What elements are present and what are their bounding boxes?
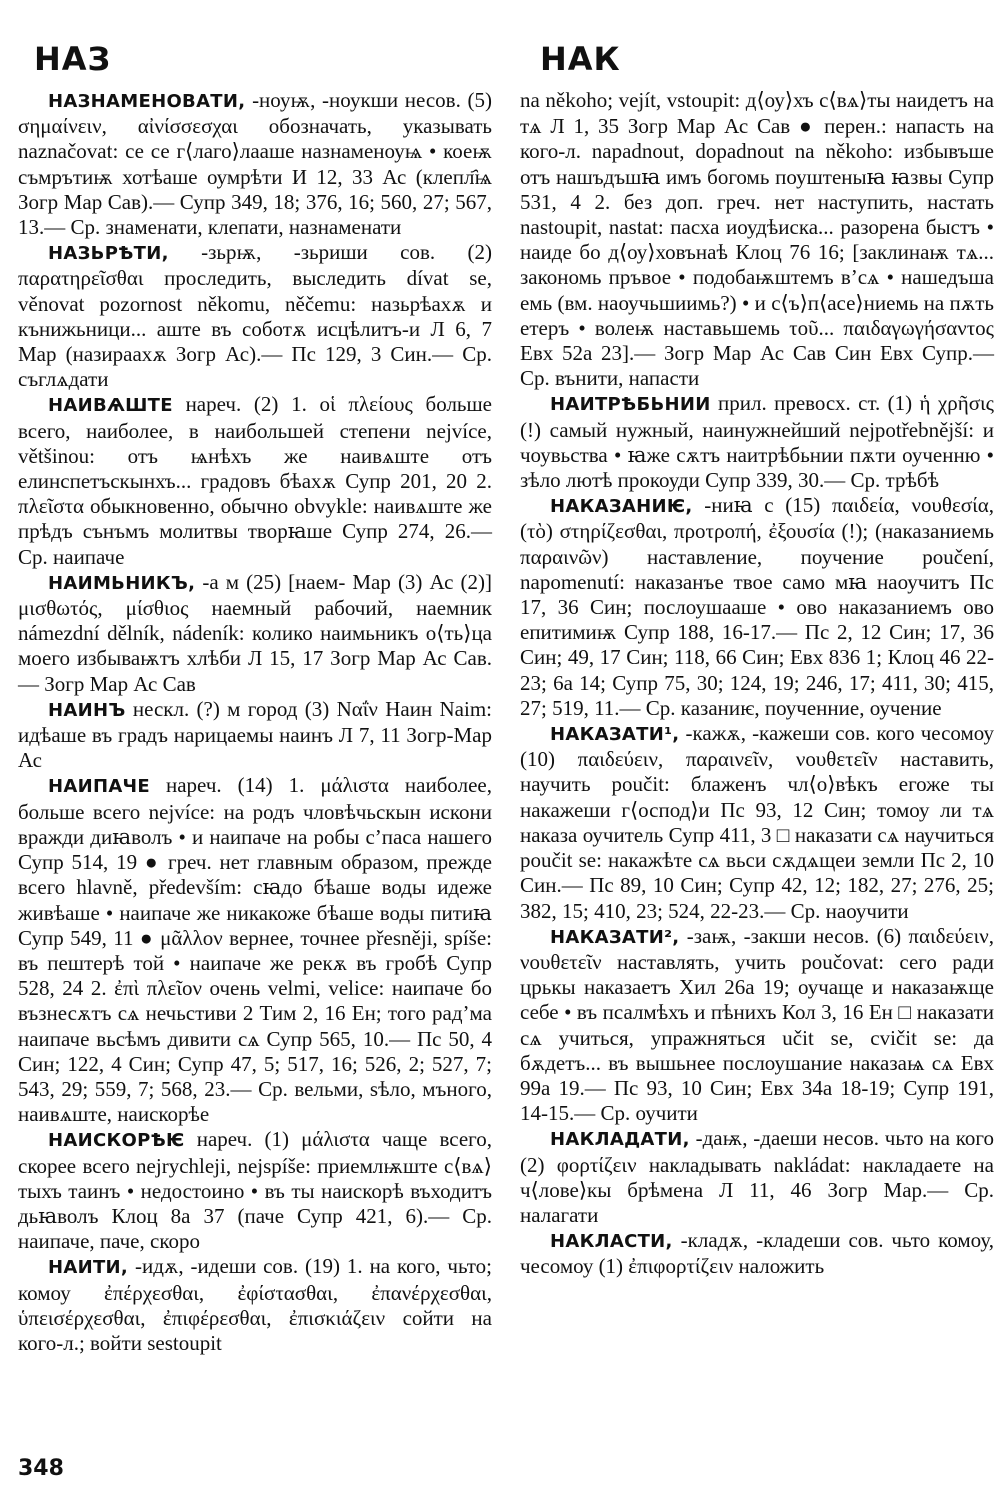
entry-headword: НАЗЬРѢТИ, xyxy=(48,243,169,265)
entry-continuation xyxy=(520,88,994,391)
left-column xyxy=(18,88,492,1356)
entry-body: -кладѫ, -кладеши сов. чьто комоу, чесомоу (1) ἐπιφορτίζειν наложить xyxy=(520,1228,995,1279)
entry-body: -заѭ, -закши несов. (6) παιδεύειν, νουθετεῖν наставлять, учить poučovat: сего ради црькы наказаетъ Хил 26а 19; оучаще и наказаѭще себе • въ псалмѣхъ и пѣнихъ Кол 3, 16 Ен □ наказати сѧ учиться, упражняться učit se, cvičit se: да бѫдетъ... въ вышьнее послоушание наказаѩ сѧ Евх 99а 19.— Пс 93, 10 Син; Евх 34а 18-19; Супр 191, 14-15.— Ср. оучити xyxy=(520,923,994,1126)
entry-headword: НАИСКОРѢѤ xyxy=(48,1130,185,1152)
page-number: 348 xyxy=(18,1456,64,1481)
entry xyxy=(520,721,994,924)
running-head-left: НАЗ xyxy=(34,40,112,78)
entry xyxy=(18,240,492,392)
entry-body: -зьрѭ, -зьриши сов. (2) παρατηρεῖσθαι проследить, выследить dívat se, věnovat pozornost někomu, něčemu: назьрѣахѫ и кънижьници... аште въ соботѫ исцѣлитъ-и Л 6, 7 Мар (назираахѫ Зогр Ас).— Пс 129, 3 Син.— Ср. съглѧдати xyxy=(18,240,492,392)
entry-headword: НАИНЪ xyxy=(48,699,126,721)
entry-headword: НАЗНАМЕНОВАТИ, xyxy=(48,91,246,112)
entry-headword: НАКЛАДАТИ, xyxy=(550,1129,690,1151)
right-column xyxy=(520,88,994,1280)
entry-body: прил. превосх. ст. (1) ἡ χρῆσις (!) самый нужный, наинужнейший nejpotřebnější: и чоувьства • ꙗже сѫтъ наитрѣбьнии пѫти оученню • зѣло лютѣ прокоуди Супр 339, 30.— Ср. трѣбѣ xyxy=(520,391,994,493)
entry xyxy=(18,697,492,774)
running-head-right: НАК xyxy=(540,40,621,78)
entry xyxy=(520,1126,994,1228)
entry-body: -а м (25) [наем- Мар (3) Ас (2)] μισθωτός, μίσθιος наемный рабочий, наемник námezdní dělník, nádeník: колико наимьникъ о⟨ть⟩ца моего избываѭтъ хлѣби Л 15, 17 Зогр Мар Ас Сав.— Зогр Мар Ас Сав xyxy=(18,569,493,696)
entry-body: -кажѫ, -кажеши сов. кого чесомоу (10) παιδεύειν, παραινεῖν, νουθετεῖν наставить, научить poučit: блаженъ чл⟨о⟩вѣкъ егоже ты накажеши г⟨оспод⟩и Пс 93, 12 Син; томоу ли тѧ наказа оучитель Супр 411, 3 □ наказати сѧ научиться poučit se: накажѣте сѧ вьси сѫдѧщеи земли Пс 2, 10 Син.— Пс 89, 10 Син; Супр 42, 12; 182, 27; 276, 25; 382, 15; 410, 23; 524, 22-23.— Ср. наоучити xyxy=(520,721,995,923)
entry-headword: НАИВѦШТЕ xyxy=(48,395,173,417)
entry-headword: НАИМЬНИКЪ, xyxy=(48,572,196,594)
entry-body: нареч. (1) μάλιστα чаще всего, скорее всего nejrychleji, nejspíše: приемлѭште с⟨вѧ⟩тыхъ таинъ • недостоино • въ ты наискорѣ въходитъ дьꙗволъ Клоц 8а 37 (паче Супр 421, 6).— Ср. наипаче, паче, скоро xyxy=(18,1127,492,1254)
entry-body: na někoho; vejít, vstoupit: д⟨оу⟩хъ с⟨вѧ⟩ты наидетъ на тѧ Л 1, 35 Зогр Мар Ас Сав ● перен.: напасть на кого-л. napadnout, dopadnout na někoho: избывъше отъ нашъдъшꙗ имъ богомь поуштеныꙗ ꙗзвы Супр 531, 4 2. без доп. греч. нет наступить, настать nastoupit, nastat: пасха иоудѣиска... разорена быстъ • наиде бо д⟨оу⟩ховънаѣ Клоц 76 16; [заклинаѭ тѧ... закономь пръвое • подобаѭштемъ в’сѧ • нашедъша емь (вм. наоучьшиимь?) • и с⟨ъ⟩п⟨асе⟩ниемь на пѫть етеръ • волеѭ наставьшемь τοῦ... παιδαγωγήσαντος Евх 52а 23].— Зогр Мар Ас Сав Син Евх Супр.— Ср. вънити, напасти xyxy=(520,88,994,391)
entry xyxy=(520,391,994,493)
entry-headword: НАИТРѢБЬНИИ xyxy=(550,394,711,416)
entry-body: нареч. (2) 1. οἱ πλείους больше всего, наиболее, в наибольшей степени nejvíce, většinou: отъ ѩнѣхъ же наивѧште отъ елинспетъскынхъ... градовъ бѣахѫ Супр 201, 20 2. πλεῖστα обыкновенно, обычно obvykle: наивѧште же прѣдъ сънъмъ молитвы творꙗше Супр 274, 26.— Ср. наипаче xyxy=(18,392,493,569)
entry-headword: НАКЛАСТИ, xyxy=(550,1231,673,1253)
entry xyxy=(18,392,492,569)
entry xyxy=(520,493,994,721)
entry xyxy=(18,773,492,1127)
entry xyxy=(520,1228,994,1279)
entry-body: -ниꙗ с (15) παιδεία, νουθεσία, (τὸ) στηρίζεσθαι, προτροπή, ἐξουσία (!); (наказаниемь παραινῶν) наставление, поучение poučení, napomenutí: наказанъе твое само мꙗ наоучитъ Пс 17, 36 Син; послоушааше • ово наказаниемъ ово епитимиѭ Супр 188, 16-17.— Пс 2, 12 Син; 17, 36 Син; 49, 17 Син; 118, 66 Син; Евх 836 1; Клоц 46 22-23; 6а 14; Супр 75, 30; 124, 19; 246, 17; 411, 30; 415, 27; 519, 11.— Ср. казаниѥ, поученние, оучение xyxy=(520,493,994,720)
entry-headword: НАИТИ, xyxy=(48,1257,129,1279)
entry-headword: НАКАЗАНИѤ, xyxy=(550,496,693,518)
entry xyxy=(520,924,994,1127)
entry-headword: НАИПАЧЕ xyxy=(48,776,150,798)
entry-body: -даѭ, -даеши несов. чьто на кого (2) φορτίζειν накладывать nakládat: накладаете на ч⟨лове⟩кы брѣмена Л 11, 46 Зогр Мар.— Ср. налагати xyxy=(520,1126,994,1227)
entry-body: нареч. (14) 1. μάλιστα наиболее, больше всего nejvíce: на родъ чловѣчьскын искони вражди диꙗволъ • и наипаче на робы с’паса нашего Супр 514, 19 ● греч. нет главным образом, прежде всего hlavně, především: сꙗдо бѣаше воды идеже живѣаше • наипаче же никакоже бѣаше воды питиꙗ Супр 549, 11 ● μᾶλλον вернее, точнее přesněji, spíše: въ пештерѣ той • наипаче же рекѫ въ гробѣ Супр 528, 24 2. ἐπὶ πλεῖον очень velmi, velice: наипаче бо възнесѫтъ сѧ нечьстиви 2 Тим 2, 16 Ен; того рад’ма наипаче вьсѣмъ дивити сѧ Супр 565, 10.— Пс 50, 4 Син; 122, 4 Син; Супр 47, 5; 517, 16; 526, 2; 527, 7; 543, 29; 559, 7; 568, 23.— Ср. вельми, ѕѣло, мъного, наивѧште, наискорѣе xyxy=(18,773,492,1127)
entry-body: -ноуѭ, -ноукши несов. (5) σημαίνειν, αἰνίσσεσχαι обозначать, указывать naznačovat: се се г⟨лаго⟩лааше назнаменоуѩ • коеѭ съмрътиѭ хотѣаше оумрѣти И 12, 33 Ас (клепл҄ѩ Зогр Мар Сав).— Супр 349, 18; 376, 16; 560, 27; 567, 13.— Ср. знаменати, клепати, назнаменати xyxy=(18,88,492,240)
entry-headword: НАКАЗАТИ¹, xyxy=(550,724,680,746)
entry-headword: НАКАЗАТИ², xyxy=(550,926,680,948)
entry xyxy=(18,88,492,240)
entry-body: -идѫ, -идеши сов. (19) 1. на кого, чьто; комоу ἐπέρχεσθαι, ἐφίστασθαι, ἐπανέρχεσθαι, ὑπεισέρχεσθαι, ἐπιφέρεσθαι, ἐπισκιάζειν сойти на кого-л.; войти sestoupit xyxy=(18,1254,493,1355)
entry xyxy=(18,570,492,697)
entry-body: нескл. (?) м город (3) Ναΐν Наин Naim: идѣаше въ градъ нарицаемы наинъ Л 7, 11 Зогр-Мар Ас xyxy=(18,696,492,773)
entry xyxy=(18,1254,492,1356)
entry xyxy=(18,1127,492,1254)
